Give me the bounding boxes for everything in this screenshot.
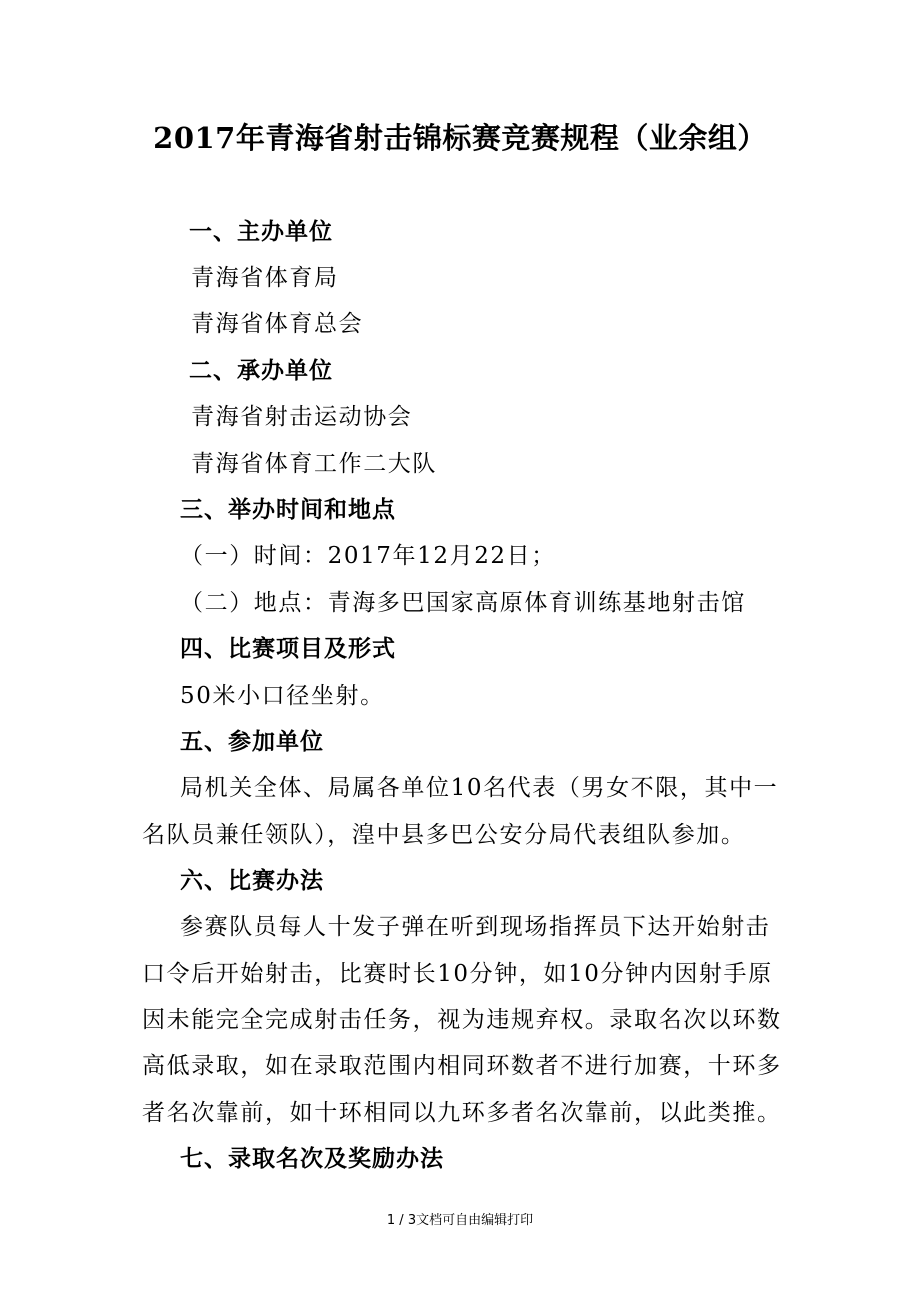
- events-line-1: 50米小口径坐射。: [180, 683, 385, 709]
- organizer-line-2: 青海省体育总会: [191, 311, 364, 337]
- host-line-2: 青海省体育工作二大队: [191, 451, 437, 477]
- participants-line-1: 局机关全体、局属各单位10名代表（男女不限，其中一: [180, 775, 779, 801]
- organizer-line-1: 青海省体育局: [191, 265, 339, 291]
- rules-line-5: 者名次靠前，如十环相同以九环多者名次靠前，以此类推。: [142, 1100, 782, 1126]
- place-line: （二）地点：青海多巴国家高原体育训练基地射击馆: [180, 590, 746, 616]
- rules-line-1: 参赛队员每人十发子弹在听到现场指挥员下达开始射击: [180, 914, 771, 940]
- section-heading-events: 四、比赛项目及形式: [180, 635, 396, 662]
- section-heading-host: 二、承办单位: [189, 357, 333, 384]
- host-line-1: 青海省射击运动协会: [191, 404, 413, 430]
- section-heading-organizer: 一、主办单位: [189, 218, 333, 245]
- time-line: （一）时间：2017年12月22日；: [180, 543, 556, 569]
- section-heading-participants: 五、参加单位: [180, 728, 324, 755]
- rules-line-4: 高低录取，如在录取范围内相同环数者不进行加赛，十环多: [142, 1053, 782, 1079]
- section-heading-rules: 六、比赛办法: [180, 867, 324, 894]
- rules-line-3: 因未能完全完成射击任务，视为违规弃权。录取名次以环数: [142, 1007, 782, 1033]
- rules-line-2: 口令后开始射击，比赛时长10分钟，如10分钟内因射手原: [142, 961, 773, 987]
- document-title: 2017年青海省射击锦标赛竞赛规程（业余组）: [153, 121, 767, 155]
- section-heading-time-place: 三、举办时间和地点: [180, 496, 396, 523]
- section-heading-awards: 七、录取名次及奖励办法: [180, 1145, 444, 1172]
- page-footer: 1 / 3文档可自由编辑打印: [386, 1213, 534, 1228]
- participants-line-2: 名队员兼任领队），湟中县多巴公安分局代表组队参加。: [142, 822, 746, 848]
